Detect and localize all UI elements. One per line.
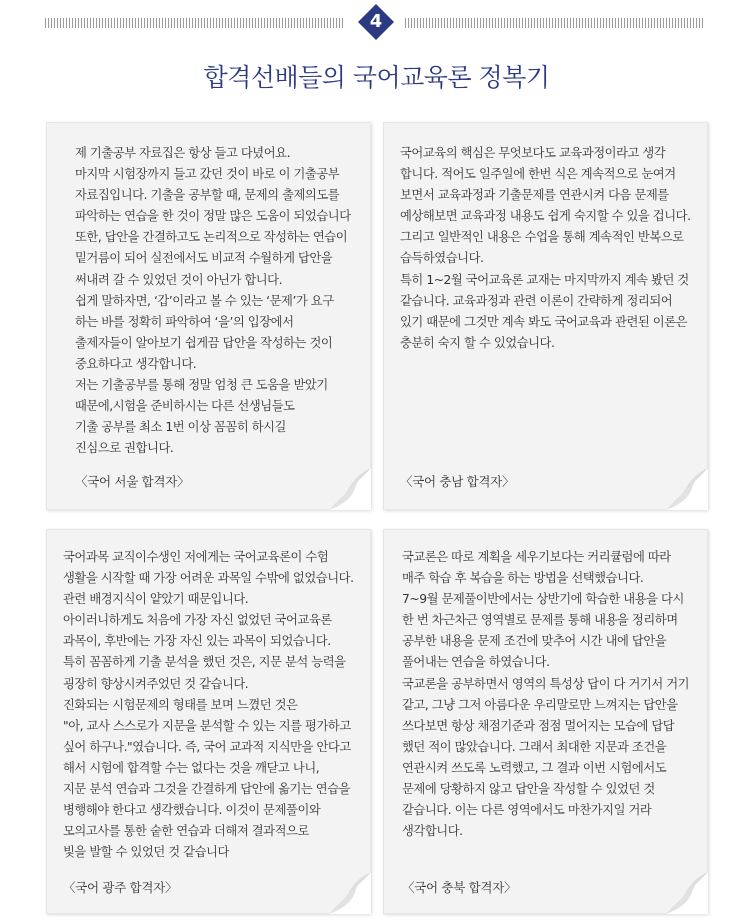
testimonial-card: [383, 122, 708, 510]
page-curl-icon: [666, 872, 708, 914]
testimonial-author: 〈국어 충북 합격자〉: [402, 880, 517, 895]
page-title: 합격선배들의 국어교육론 정복기: [203, 63, 550, 92]
testimonial-card: [383, 529, 708, 914]
testimonial-text: 국어교육의 핵심은 무엇보다도 교육과정이라고 생각 합니다. 적어도 일주일에 한번 식은 계속적으로 눈여겨 보면서 교육과정과 기출문제를 연관시켜 다음 문제를 예상해보면 교육과정 내용도 쉽게 숙지할 수 있을 겁니다. 그리고 일반적인 내용은 수업을 통해 계속적인 반복으로 습득하였습니다. 특히 1~2월 국어교육론 교재는 마지막까지 계속 봤던 것 같습니다. 교육과정과 관련 이론이 간략하게 정리되어 있기 때문에 그것만 계속 봐도 국어교육과 관련된 이론은 충분히 숙지 할 수 있었습니다.: [400, 146, 691, 350]
header-rule-left: [45, 18, 345, 28]
testimonial-author: 〈국어 광주 합격자〉: [63, 880, 178, 895]
section-number: 4: [369, 11, 383, 32]
testimonial-card: [46, 122, 371, 510]
testimonial-text: 국어과목 교직이수생인 저에게는 국어교육론이 수험 생활을 시작할 때 가장 어려운 과목일 수밖에 없었습니다. 관련 배경지식이 얕았기 때문입니다. 아이러니하게도 처음에 가장 자신 없었던 국어교육론 과목이, 후반에는 가장 자신 있는 과목이 되었습니다. 특히 꼼꼼하게 기출 분석을 했던 것은, 지문 분석 능력을 굉장히 향상시켜주었던 것 같습니다. 진화되는 시험문제의 형태를 보며 느꼈던 것은 "아, 교사 스스로가 지문을 분석할 수 있는 지를 평가하고 싶어 하구나."였습니다. 즉, 국어 교과적 지식만을 안다고 해서 시험에 합격할 수는 없다는 것을 깨닫고 나니, 지문 분석 연습과 그것을 간결하게 답안에 옮기는 연습을 병행해야 한다고 생각했습니다. 이것이 문제풀이와 모의고사를 통한 숱한 연습과 더해져 결과적으로 빛을 발할 수 있었던 것 같습니다: [63, 550, 354, 860]
page-curl-icon: [329, 872, 371, 914]
testimonial-text: 국교론은 따로 계획을 세우기보다는 커리큘럼에 따라 매주 학습 후 복습을 하는 방법을 선택했습니다. 7~9월 문제풀이반에서는 상반기에 학습한 내용을 다시 한 번 차근차근 영역별로 문제를 통해 내용을 정리하며 공부한 내용을 문제 조건에 맞추어 시간 내에 답안을 풀어내는 연습을 하였습니다. 국교론을 공부하면서 영역의 특성상 답이 다 거기서 거기 같고, 그냥 그저 아름다운 우리말로만 느껴지는 답안을 쓰다보면 항상 채점기준과 점점 멀어지는 모습에 답답 했던 적이 많았습니다. 그래서 최대한 지문과 조건을 연관시켜 쓰도록 노력했고, 그 결과 이번 시험에서도 문제에 당황하지 않고 답안을 작성할 수 있었던 것 같습니다. 이는 다른 영역에서도 마찬가지일 거라 생각합니다.: [402, 550, 690, 839]
testimonial-card: [46, 529, 371, 914]
testimonial-author: 〈국어 서울 합격자〉: [75, 474, 190, 489]
section-number-badge: [357, 3, 395, 41]
page-curl-icon: [329, 468, 371, 510]
testimonial-text: 제 기출공부 자료집은 항상 들고 다녔어요. 마지막 시험장까지 들고 갔던 것이 바로 이 기출공부 자료집입니다. 기출을 공부할 때, 문제의 출제의도를 파악하는 연습을 한 것이 정말 많은 도움이 되었습니다 또한, 답안을 간결하고도 논리적으로 작성하는 연습이 밑거름이 되어 실전에서도 비교적 수월하게 답안을 써내려 갈 수 있었던 것이 아닌가 합니다. 쉽게 말하자면, ‘갑’이라고 볼 수 있는 ‘문제’가 요구 하는 바를 정확히 파악하여 ‘을’의 입장에서 출제자들이 알아보기 쉽게끔 답안을 작성하는 것이 중요하다고 생각합니다. 저는 기출공부를 통해 정말 엄청 큰 도움을 받았기 때문에,시험을 준비하시는 다른 선생님들도 기출 공부를 최소 1번 이상 꼼꼼히 하시길 진심으로 권합니다.: [75, 146, 351, 456]
testimonial-author: 〈국어 충남 합격자〉: [400, 474, 515, 489]
header-rule-right: [405, 18, 705, 28]
page-curl-icon: [666, 468, 708, 510]
